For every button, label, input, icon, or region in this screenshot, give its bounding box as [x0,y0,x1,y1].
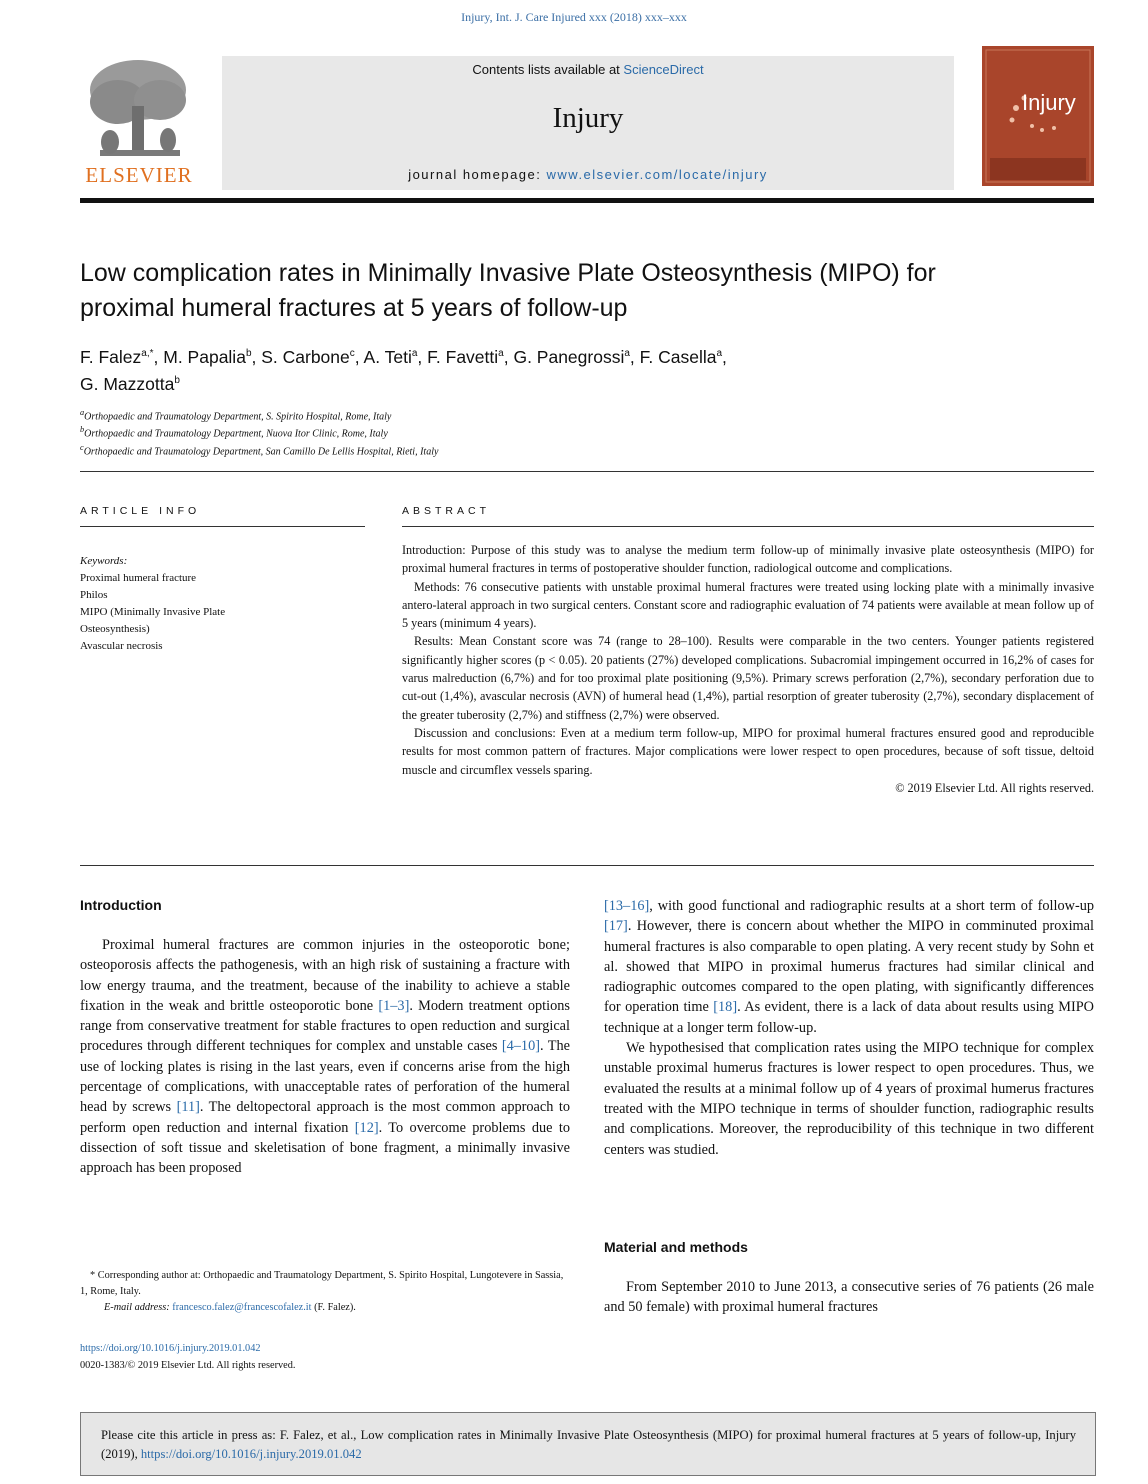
abstract-results: Results: Mean Constant score was 74 (range to 28–100). Results were comparable in the two centers. Younger patients registered significantly higher scores (p < 0.05). 20 patients (27%) developed complications. Subacromial impingement occurred in 16,2% of cases for varus malreduction (6,7%) and for too proximal plate positioning (9,5%). Primary screws perforation (2,7%), secondary perforation due to cut-out (1,4%), avascular necrosis (AVN) of humeral head (1,4%), partial resorption of greater tuberosity (2,7%), secondary displacement of the greater tuberosity (2,7%) and stiffness (2,7%) were observed. [402,634,1094,722]
author: G. Mazzotta$^b$ [80,373,180,394]
body-right-column [604,896,1094,1160]
reference-link[interactable]: [11] [176,1099,200,1116]
methods-paragraph-wrap [604,1277,1094,1318]
email-line [80,1300,570,1316]
introduction-heading: Introduction [80,897,162,913]
methods-paragraph: From September 2010 to June 2013, a consecutive series of 76 patients (26 male and 50 female) with proximal humeral fractures [604,1279,1094,1316]
journal-masthead [222,56,954,190]
abstract-discussion: Discussion and conclusions: Even at a medium term follow-up, MIPO for proximal humeral fractures ensured good and reproducible results for most common pattern of fractures. Major complications were lower respect to open procedures, because of soft tissue, deltoid muscle and circumflex vessels sparing. [402,725,1094,777]
citation-box [80,1412,1096,1476]
elsevier-logo [80,54,198,188]
contents-prefix: Contents lists available at [472,62,624,77]
reference-link[interactable]: [13–16] [604,898,650,914]
abstract-rule [402,526,1094,527]
paragraph-text: . As evident, there is a lack of data about results using MIPO technique at a longer term follow-up. [604,999,1094,1036]
corresponding-author-footnote [80,1268,570,1316]
affiliation: $^b$Orthopaedic and Traumatology Department, Nuova Itor Clinic, Rome, Italy [80,425,388,440]
elsevier-wordmark: ELSEVIER [85,163,193,187]
article-title: Low complication rates in Minimally Invasive Plate Osteosynthesis (MIPO) for proximal humeral fractures at 5 years of follow-up [80,259,936,322]
header-rule [80,198,1094,203]
reference-link[interactable]: [17] [604,918,628,935]
affiliation-rule [80,471,1094,472]
methods-heading: Material and methods [604,1239,748,1255]
paragraph-text: . Modern treatment options range from conservative treatment for stable fractures to open reduction and surgical procedures through different techniques for complex and unstable cases [80,997,570,1055]
reference-link[interactable]: [1–3] [378,997,410,1014]
hypothesis-paragraph: We hypothesised that complication rates using the MIPO technique for complex unstable proximal humerus fractures is lower respect to open procedures. Thus, we evaluated the results at a minimal follow up of 4 years of proximal humerus fractures treated with the MIPO technique in terms of shoulder function, radiographic results and complications. Moreover, the reproducibility of this technique in two different centers was studied. [604,1040,1094,1158]
article-info-rule [80,526,365,527]
abstract-introduction: Introduction: Purpose of this study was to analyse the medium term follow-up of minimally invasive plate osteosynthesis (MIPO) for proximal humeral fractures in terms of postoperative shoulder function, radiological outcome and complications. [402,543,1094,576]
paragraph-text: . The deltopectoral approach is the most common approach to perform open reduction and internal fixation [80,1099,570,1136]
running-head: Injury, Int. J. Care Injured xxx (2018) xxx–xxx [461,10,687,24]
author: F. Falez$^{a,*}$, [80,346,164,367]
reference-link[interactable]: [4–10] [501,1038,540,1055]
author-email-link[interactable]: francesco.falez@francescofalez.it [172,1302,312,1313]
paragraph-text: , with good functional and radiographic results at a short term of follow-up [649,898,1094,914]
citation-doi-link[interactable]: https://doi.org/10.1016/j.injury.2019.01.042 [140,1447,362,1461]
keyword: MIPO (Minimally Invasive Plate Osteosynthesis) [80,606,226,635]
abstract-heading: ABSTRACT [402,505,491,517]
keywords-label: Keywords: [80,555,128,567]
reference-link[interactable]: [18] [713,999,738,1016]
journal-homepage-link[interactable]: www.elsevier.com/locate/injury [546,167,768,182]
introduction-paragraph-continued [604,896,1094,1038]
abstract-copyright: © 2019 Elsevier Ltd. All rights reserved. [895,780,1094,795]
introduction-paragraph [80,935,570,1179]
citation-text [101,1426,1076,1464]
elsevier-tree-icon [80,54,198,164]
keywords-block [80,553,320,655]
journal-title: Injury [552,102,624,134]
paragraph-text: Proximal humeral fractures are common injuries in the osteoporotic bone; osteoporosis affects the pathogenesis, with an high risk of sustaining a fracture with low energy trauma, and the treatment, because of the inability to achieve a stable fixation in the weak and brittle osteoporotic bone [80,937,570,1014]
affiliation: $^a$Orthopaedic and Traumatology Department, S. Spirito Hospital, Rome, Italy [80,408,392,423]
email-label: E-mail address: [104,1302,170,1313]
cover-title: Injury [1022,90,1076,115]
author: F. Favetti$^a$, [427,346,514,367]
contents-line [222,62,954,77]
homepage-prefix: journal homepage: [408,167,547,182]
affiliation: $^c$Orthopaedic and Traumatology Department, San Camillo De Lellis Hospital, Rieti, Italy [80,443,439,458]
cover-pattern-icon [982,46,1094,186]
body-left-column [80,935,570,1179]
journal-cover-image [982,46,1094,186]
abstract-bottom-rule [80,865,1094,866]
paragraph-text: . To overcome problems due to dissection of soft tissue and skeletisation of bone fragment, a minimally invasive approach has been proposed [80,1119,570,1177]
abstract-body [402,541,1094,797]
reference-link[interactable]: [12] [354,1119,379,1136]
doi-block [80,1340,570,1374]
keyword: Avascular necrosis [80,640,163,652]
author: S. Carbone$^c$, [261,346,364,367]
author-list [80,342,1020,396]
corresponding-author-text: * Corresponding author at: Orthopaedic and Traumatology Department, S. Spirito Hospital, Lungotevere in Sassia, 1, Rome, Italy. [80,1270,564,1297]
citation-prefix: Please cite this article in press as: F. Falez, et al., Low complication rates in Minimally Invasive Plate Osteosynthesis (MIPO) for proximal humeral fractures at 5 years of follow-up, Injury (2019), [101,1428,1076,1461]
email-suffix: (F. Falez). [311,1302,356,1313]
journal-homepage-line [222,167,954,182]
sciencedirect-link[interactable]: ScienceDirect [623,62,704,77]
doi-link[interactable]: https://doi.org/10.1016/j.injury.2019.01.042 [80,1343,261,1354]
keyword: Philos [80,589,108,601]
author: G. Panegrossi$^a$, [513,346,640,367]
keyword: Proximal humeral fracture [80,572,197,584]
author: M. Papalia$^b$, [163,346,262,367]
issn-copyright: 0020-1383/© 2019 Elsevier Ltd. All rights reserved. [80,1360,296,1371]
article-info-heading: ARTICLE INFO [80,505,201,517]
author: A. Teti$^a$, [363,346,428,367]
paragraph-text: . However, there is concern about whether the MIPO in comminuted proximal humeral fractures is also comparable to open plating. A very recent study by Sohn et al. showed that MIPO in proximal humerus fractures had similar clinical and radiographic outcomes compared to the open plating, with significantly differences for operation time [604,918,1094,1016]
paragraph-text: . The use of locking plates is rising in the last years, even if concerns arise from the high percentage of complications, with unacceptable rates of perforation of the humeral head by screws [80,1038,570,1116]
abstract-methods: Methods: 76 consecutive patients with unstable proximal humeral fractures were treated using locking plate with a minimally invasive antero-lateral approach in two surgical centers. Constant score and radiographic evaluation of 74 patients were available at mean follow up of 5 years (minimum 4 years). [402,579,1094,631]
author: F. Casella$^a$, [639,346,727,367]
